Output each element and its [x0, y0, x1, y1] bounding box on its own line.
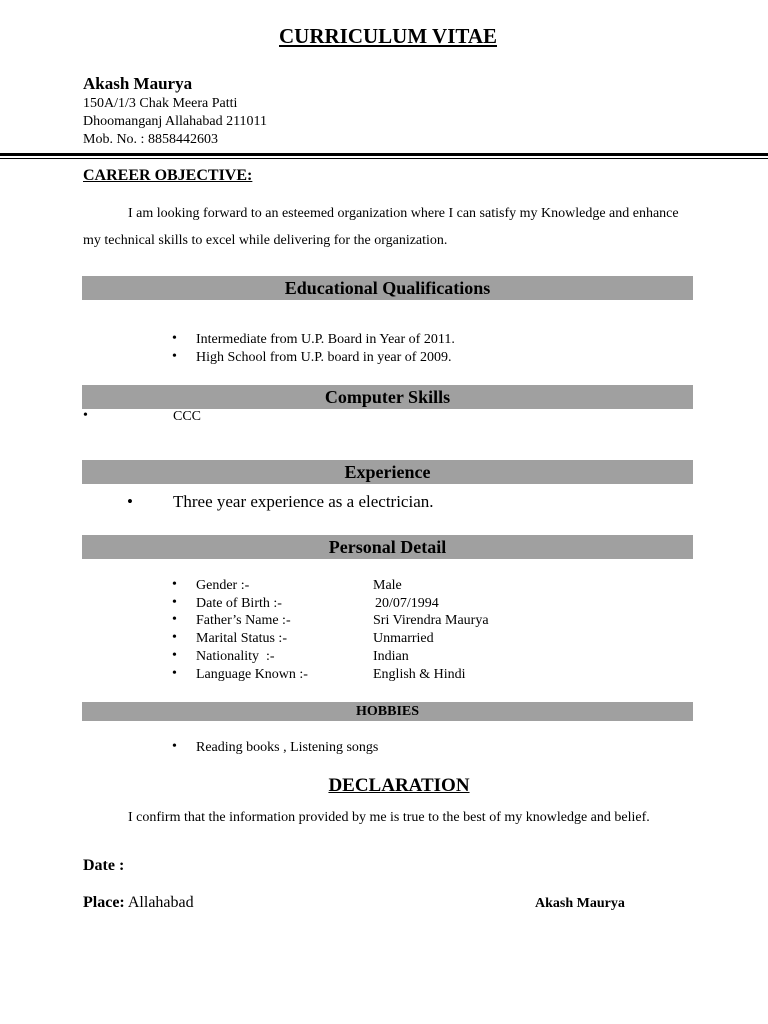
header-divider-thin: [0, 158, 768, 159]
computer-skill-item: CCC: [173, 409, 202, 424]
education-item: High School from U.P. board in year of 2009.: [196, 350, 452, 365]
address-line-2: Dhoomanganj Allahabad 211011: [83, 114, 268, 129]
personal-label-language: Language Known :-: [196, 667, 308, 682]
personal-detail-heading: Personal Detail: [82, 535, 693, 559]
bullet-icon: •: [172, 577, 177, 592]
hobbies-heading: HOBBIES: [82, 702, 693, 721]
personal-label-nationality: Nationality :-: [196, 649, 275, 664]
bullet-icon: •: [172, 648, 177, 663]
bullet-icon: •: [172, 349, 177, 364]
bullet-icon: •: [172, 666, 177, 681]
education-item: Intermediate from U.P. Board in Year of 2011.: [196, 332, 455, 347]
declaration-text: I confirm that the information provided by me is true to the best of my knowledge and belief.: [128, 810, 650, 825]
personal-value-nationality: Indian: [373, 649, 409, 664]
computer-skills-heading: Computer Skills: [82, 385, 693, 409]
personal-value-gender: Male: [373, 578, 402, 593]
place-line: [83, 894, 194, 912]
signature-name: Akash Maurya: [535, 896, 625, 911]
experience-item: Three year experience as a electrician.: [173, 492, 434, 511]
place-label: Place:: [83, 894, 125, 911]
education-heading: Educational Qualifications: [82, 276, 693, 300]
personal-value-language: English & Hindi: [373, 667, 466, 682]
declaration-heading: DECLARATION: [328, 775, 470, 796]
bullet-icon: •: [127, 492, 133, 511]
address-line-1: 150A/1/3 Chak Meera Patti: [83, 96, 238, 111]
hobby-item: Reading books , Listening songs: [196, 740, 379, 755]
bullet-icon: •: [172, 612, 177, 627]
applicant-name: Akash Maurya: [83, 74, 193, 93]
career-objective-heading: CAREER OBJECTIVE:: [83, 167, 253, 184]
date-label: Date :: [83, 857, 125, 874]
mobile-number: Mob. No. : 8858442603: [83, 132, 218, 147]
personal-value-marital: Unmarried: [373, 631, 434, 646]
career-objective-text: I am looking forward to an esteemed organization where I can satisfy my Knowledge and enhance my technical skills to excel while delivering for the organization.: [83, 206, 679, 248]
experience-heading: Experience: [82, 460, 693, 484]
bullet-icon: •: [172, 331, 177, 346]
bullet-icon: •: [83, 408, 88, 423]
personal-value-dob: 20/07/1994: [375, 596, 439, 611]
document-title: CURRICULUM VITAE: [279, 24, 497, 48]
personal-label-dob: Date of Birth :-: [196, 596, 282, 611]
bullet-icon: •: [172, 595, 177, 610]
personal-label-father: Father’s Name :-: [196, 613, 291, 628]
personal-label-gender: Gender :-: [196, 578, 250, 593]
bullet-icon: •: [172, 630, 177, 645]
place-value: Allahabad: [127, 894, 194, 911]
personal-label-marital: Marital Status :-: [196, 631, 287, 646]
personal-value-father: Sri Virendra Maurya: [373, 613, 489, 628]
bullet-icon: •: [172, 739, 177, 754]
header-divider-thick: [0, 153, 768, 156]
